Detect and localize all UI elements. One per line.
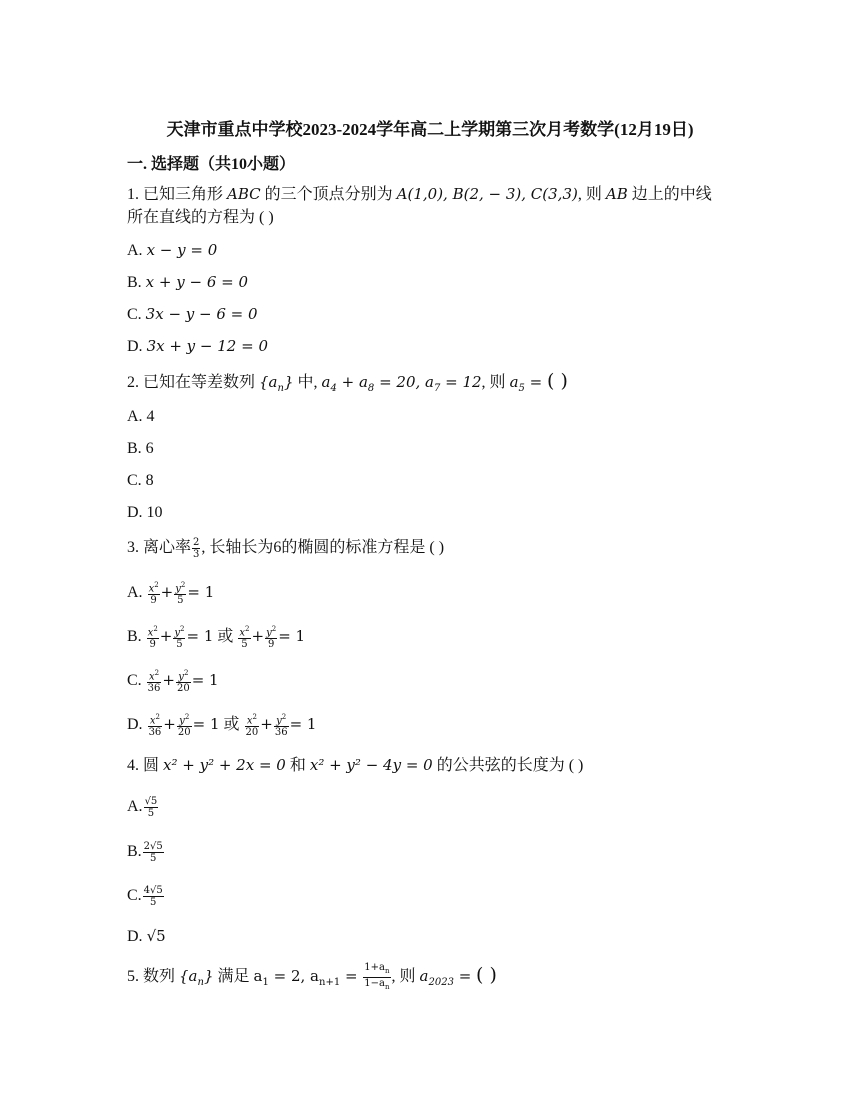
- answer-blank: ( ): [547, 370, 568, 392]
- question-5: 5. 数列 $\{a_n\}$ 满足 $a_1 = 2$, $a_{n+1}$ = $\frac{1+a_n}{1-a_n}$ , 则 $a_{2023}$ = ( ): [127, 962, 497, 991]
- q3-option-c: C. $\frac{x^2}{36}$ + $\frac{y^2}{20}$ = 1: [127, 669, 219, 695]
- q2-option-c: C. 8: [127, 472, 154, 489]
- q2-option-b: B. 6: [127, 440, 154, 457]
- question-2: 2. 已知在等差数列 $\{a_n\}$ 中, $a_4 + a_8 = 20$, $a_7 = 12$, 则 $a_5$ = ( ): [127, 370, 568, 394]
- question-1: [127, 183, 737, 229]
- q3-option-b: B. $\frac{x^2}{9}$ + $\frac{y^2}{5}$ = 1 或 $\frac{x^2}{5}$ + $\frac{y^2}{9}$ = 1: [127, 625, 306, 651]
- question-4: 4. 圆 x² + y² + 2x = 0 和 x² + y² − 4y = 0 的公共弦的长度为 ( ): [127, 756, 584, 774]
- q4-option-c: C. $\frac{4√5}{5}$: [127, 884, 163, 908]
- q4-option-d: D. √5: [127, 927, 166, 945]
- q1-text-4: 边上的中线: [631, 186, 712, 203]
- section-heading: 一. 选择题（共10小题）: [127, 156, 296, 173]
- q1-text: 1. 已知三角形: [127, 186, 224, 203]
- q3-option-d: D. $\frac{x^2}{36}$ + $\frac{y^2}{20}$ = 1 或 $\frac{x^2}{20}$ + $\frac{y^2}{36}$ = 1: [127, 713, 317, 739]
- q1-option-c: C. 3x − y − 6 = 0: [127, 305, 258, 323]
- q1-option-a: A. x − y = 0: [127, 241, 218, 259]
- q1-option-b: B. x + y − 6 = 0: [127, 273, 249, 291]
- answer-blank-5: ( ): [476, 964, 497, 987]
- q3-option-a: A. $\frac{x^2}{9}$ + $\frac{y^2}{5}$ = 1: [127, 581, 215, 607]
- eccentricity-fraction: $\frac{2}{3}$: [193, 536, 200, 560]
- q1-text-5: 所在直线的方程为 ( ): [127, 209, 274, 226]
- q1-triangle: ABC: [227, 185, 261, 203]
- q2-option-a: A. 4: [127, 408, 155, 425]
- page-title: 天津市重点中学校2023-2024学年高二上学期第三次月考数学(12月19日): [166, 120, 694, 139]
- q1-text-2: 的三个顶点分别为: [264, 186, 393, 203]
- q1-text-3: , 则: [577, 186, 602, 203]
- q4-option-a: A. $\frac{√5}{5}$: [127, 795, 158, 819]
- q1-points: A(1,0), B(2, − 3), C(3,3): [396, 185, 578, 203]
- question-3: 3. 离心率 $\frac{2}{3}$ , 长轴长为6的椭圆的标准方程是 ( ): [127, 536, 445, 560]
- q4-option-b: B. $\frac{2√5}{5}$: [127, 840, 163, 864]
- q1-segment: AB: [605, 185, 628, 203]
- q1-option-d: D. 3x + y − 12 = 0: [127, 337, 268, 355]
- q2-option-d: D. 10: [127, 504, 163, 521]
